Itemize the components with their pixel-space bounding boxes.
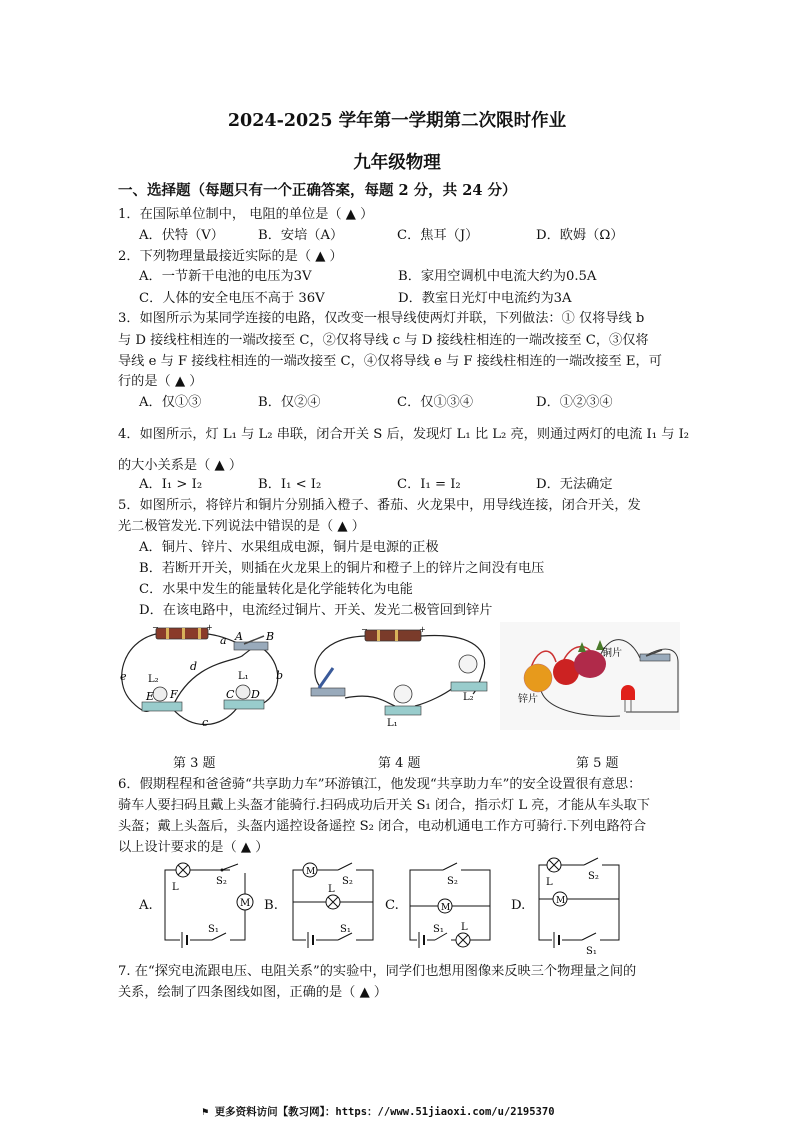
fig3-label-c: c <box>202 716 209 729</box>
svg-text:+: + <box>206 623 213 632</box>
q6-circuit-b <box>288 860 388 950</box>
q6c-label-L: L <box>461 922 468 933</box>
q5-option-d: D．在该电路中，电流经过铜片、开关、发光二极管回到锌片 <box>139 603 493 618</box>
q4-option-a: A．I₁ > I₂ <box>139 477 203 492</box>
q4-option-c: C．I₁ = I₂ <box>397 477 461 492</box>
fig4-label-L2: L₂ <box>463 692 474 703</box>
fig3-label-e: e <box>120 670 127 683</box>
q6a-label-L: L <box>172 882 179 893</box>
q6-line-1: 6．假期程程和爸爸骑“共享助力车”环游镇江，他发现“共享助力车”的安全设置很有意思： <box>118 777 642 792</box>
q5-option-c: C．水果中发生的能量转化是化学能转化为电能 <box>139 582 413 597</box>
q6a-label-S2: S₂ <box>216 876 227 887</box>
footer-link[interactable] <box>202 1104 555 1119</box>
q4-line-2: 的大小关系是（ ▲ ） <box>118 458 243 473</box>
q4-option-d: D．无法确定 <box>536 477 613 492</box>
q2-option-d: D．教室日光灯中电流约为3A <box>398 291 572 306</box>
fig3-label-d: d <box>190 660 198 673</box>
svg-text:−: − <box>361 625 368 634</box>
fig5-label-zinc: 锌片 <box>518 694 538 705</box>
q1-option-d: D．欧姆（Ω） <box>536 228 624 243</box>
figure-4-circuit <box>305 622 495 732</box>
fig3-label-E: E <box>146 690 155 703</box>
q3-line-3: 导线 e 与 F 接线柱相连的一端改接至 C，④仅将导线 e 与 F 接线柱相连的一端改接至 E，可 <box>118 354 662 369</box>
q2-option-c: C．人体的安全电压不高于 36V <box>139 291 325 306</box>
footer-text: 更多资料访问【教习网】：https：//www.51jiaoxi.com/u/2195370 <box>214 1106 555 1118</box>
q1-option-c: C．焦耳（J） <box>397 228 479 243</box>
q1-option-a: A．伏特（V） <box>139 228 224 243</box>
q1-stem: 1．在国际单位制中， 电阻的单位是（ ▲ ） <box>118 207 374 222</box>
fig3-label-D: D <box>251 688 260 701</box>
page-title: 2024-2025 学年第一学期第二次限时作业 <box>227 111 567 131</box>
q2-option-b: B．家用空调机中电流大约为0.5A <box>398 269 597 284</box>
fig3-label-L1: L₁ <box>238 671 249 682</box>
fig3-label-F: F <box>170 688 178 701</box>
q3-line-2: 与 D 接线柱相连的一端改接至 C，②仅将导线 c 与 D 接线柱相连的一端改接至 C，③仅将 <box>118 333 649 348</box>
q4-option-b: B．I₁ < I₂ <box>258 477 322 492</box>
flag-icon: ⚑ <box>202 1106 215 1118</box>
fig5-label-copper: 铜片 <box>602 648 622 659</box>
q3-option-c: C．仅①③④ <box>397 395 474 410</box>
q6c-label-M: M <box>441 903 451 913</box>
q6d-label-S1: S₁ <box>586 946 597 957</box>
fig4-label-L1: L₁ <box>387 718 398 729</box>
q6c-label-S2: S₂ <box>447 876 458 887</box>
q6b-label-S1: S₁ <box>340 924 351 935</box>
page-subtitle: 九年级物理 <box>353 153 441 173</box>
svg-text:+: + <box>419 625 426 634</box>
q6-option-b: B. <box>264 898 278 913</box>
q1-option-b: B．安培（A） <box>258 228 344 243</box>
q6a-label-S1: S₁ <box>208 924 219 935</box>
q6d-label-S2: S₂ <box>588 871 599 882</box>
fig3-label-L2: L₂ <box>148 674 159 685</box>
q6a-label-M: M <box>240 898 251 909</box>
fig3-label-a: a <box>220 634 227 647</box>
q7-line-2: 关系，绘制了四条图线如图，正确的是（ ▲ ） <box>118 985 388 1000</box>
q5-option-b: B．若断开开关，则插在火龙果上的铜片和橙子上的锌片之间没有电压 <box>139 561 545 576</box>
q6-circuit-d <box>534 855 634 955</box>
q6b-label-M: M <box>306 867 316 877</box>
q2-option-a: A．一节新干电池的电压为3V <box>139 269 312 284</box>
q3-option-d: D．①②③④ <box>536 395 613 410</box>
q6d-label-L: L <box>546 877 553 888</box>
q6b-label-S2: S₂ <box>342 876 353 887</box>
figure-3-circuit <box>112 622 302 732</box>
q6-circuit-a <box>160 860 260 950</box>
q6b-label-L: L <box>328 884 335 895</box>
q6-circuit-c <box>405 860 505 950</box>
q5-option-a: A．铜片、锌片、水果组成电源，铜片是电源的正极 <box>139 540 439 555</box>
q5-line-1: 5．如图所示，将锌片和铜片分别插入橙子、番茄、火龙果中，用导线连接，闭合开关，发 <box>118 498 641 513</box>
q6-line-3: 头盔；戴上头盔后，头盔内遥控设备遥控 S₂ 闭合，电动机通电工作方可骑行.下列电路符合 <box>118 819 647 834</box>
q4-line-1: 4．如图所示，灯 L₁ 与 L₂ 串联，闭合开关 S 后，发现灯 L₁ 比 L₂ 亮，则通过两灯的电流 I₁ 与 I₂ <box>118 427 690 442</box>
fig3-label-B: B <box>266 630 275 643</box>
q6-line-2: 骑车人要扫码且戴上头盔才能骑行.扫码成功后开关 S₁ 闭合，指示灯 L 亮，才能从车头取下 <box>118 798 650 813</box>
q5-line-2: 光二极管发光.下列说法中错误的是（ ▲ ） <box>118 519 365 534</box>
fig3-label-b: b <box>276 669 284 682</box>
figure-5-fruit-battery <box>500 622 680 732</box>
q6-line-4: 以上设计要求的是（ ▲ ） <box>118 840 269 855</box>
figure-5-caption: 第 5 题 <box>576 756 619 771</box>
q6c-label-S1: S₁ <box>433 924 444 935</box>
q6d-label-M: M <box>556 896 566 906</box>
q3-line-4: 行的是（ ▲ ） <box>118 374 203 389</box>
section-heading: 一、选择题（每题只有一个正确答案，每题 2 分，共 24 分） <box>118 182 517 199</box>
q7-line-1: 7. 在“探究电流跟电压、电阻关系”的实验中，同学们也想用图像来反映三个物理量之间的 <box>118 964 637 979</box>
q6-option-d: D. <box>511 898 526 913</box>
q6-option-a: A. <box>139 898 153 913</box>
q3-line-1: 3．如图所示为某同学连接的电路，仅改变一根导线使两灯并联，下列做法：① 仅将导线 b <box>118 311 645 326</box>
figure-3-caption: 第 3 题 <box>173 756 216 771</box>
q6-option-c: C. <box>385 898 399 913</box>
q3-option-a: A．仅①③ <box>139 395 202 410</box>
q2-stem: 2．下列物理量最接近实际的是（ ▲ ） <box>118 249 343 264</box>
fig3-label-C: C <box>226 688 235 701</box>
fig3-label-A: A <box>235 630 243 643</box>
figure-4-caption: 第 4 题 <box>378 756 421 771</box>
q3-option-b: B．仅②④ <box>258 395 321 410</box>
svg-text:−: − <box>152 623 159 632</box>
